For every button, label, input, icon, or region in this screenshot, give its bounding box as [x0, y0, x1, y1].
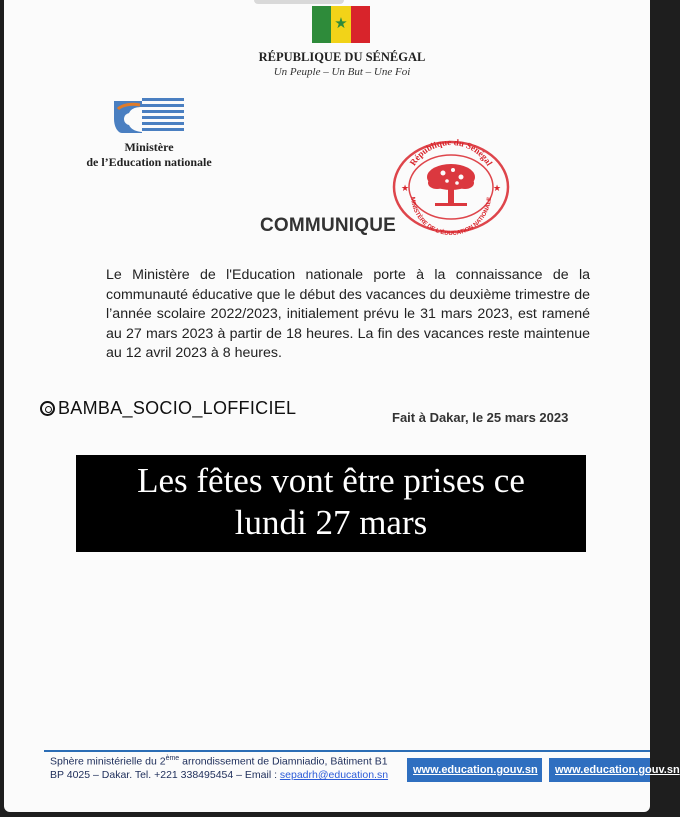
top-strip — [254, 0, 344, 4]
svg-text:République du Sénégal — [408, 139, 495, 168]
document-page — [4, 0, 680, 812]
document-body: Le Ministère de l'Education nationale porte à la connaissance de la communauté éducative que le début des vacances du deuxième trimestre de l’année scolaire 2022/2023, initialement prévu le 31 mars 2023, est ramené au 27 mars 2023 à partir de 18 heures. La fin des vacances reste maintenue au 12 avril 2023 à 8 heures. — [106, 267, 590, 362]
ministry-stamp-icon — [391, 139, 511, 235]
ministry-name-line2: de l’Education nationale — [86, 155, 212, 169]
caption-line2: lundi 27 mars — [234, 503, 428, 542]
website-link-secondary[interactable]: www.education.gouv.sn — [549, 758, 650, 782]
footer — [44, 750, 680, 786]
caption-overlay — [76, 455, 586, 552]
republic-heading: RÉPUBLIQUE DU SÉNÉGAL — [258, 50, 426, 64]
stamp-bottom-text: MINISTÈRE DE L'ÉDUCATION NATIONALE — [408, 196, 493, 235]
caption-line1: Les fêtes vont être prises ce — [137, 461, 525, 500]
ministry-name-line1: Ministère — [124, 140, 174, 154]
watermark — [40, 398, 296, 419]
signature-date: Fait à Dakar, le 25 mars 2023 — [392, 410, 569, 425]
svg-text:★: ★ — [493, 184, 502, 194]
document-title: COMMUNIQUE — [260, 215, 397, 236]
svg-text:★: ★ — [401, 184, 410, 194]
national-motto: Un Peuple – Un But – Une Foi — [273, 66, 411, 78]
watermark-handle: BAMBA_SOCIO_LOFFICIEL — [58, 398, 297, 418]
footer-address-line2: BP 4025 – Dakar. Tel. +221 338495454 – Email : sepadrh@education.sn — [50, 769, 389, 781]
senegal-flag-icon: ★ — [312, 6, 370, 43]
stamp-top-text: République du Sénégal — [407, 139, 495, 168]
footer-address-line1: Sphère ministérielle du 2ème arrondissement de Diamniadio, Bâtiment B1 — [50, 755, 388, 768]
website-link[interactable]: www.education.gouv.sn — [407, 758, 542, 782]
footer-email-link[interactable]: sepadrh@education.sn — [279, 769, 389, 781]
instagram-icon — [40, 401, 55, 416]
ministry-logo-icon — [112, 97, 186, 135]
